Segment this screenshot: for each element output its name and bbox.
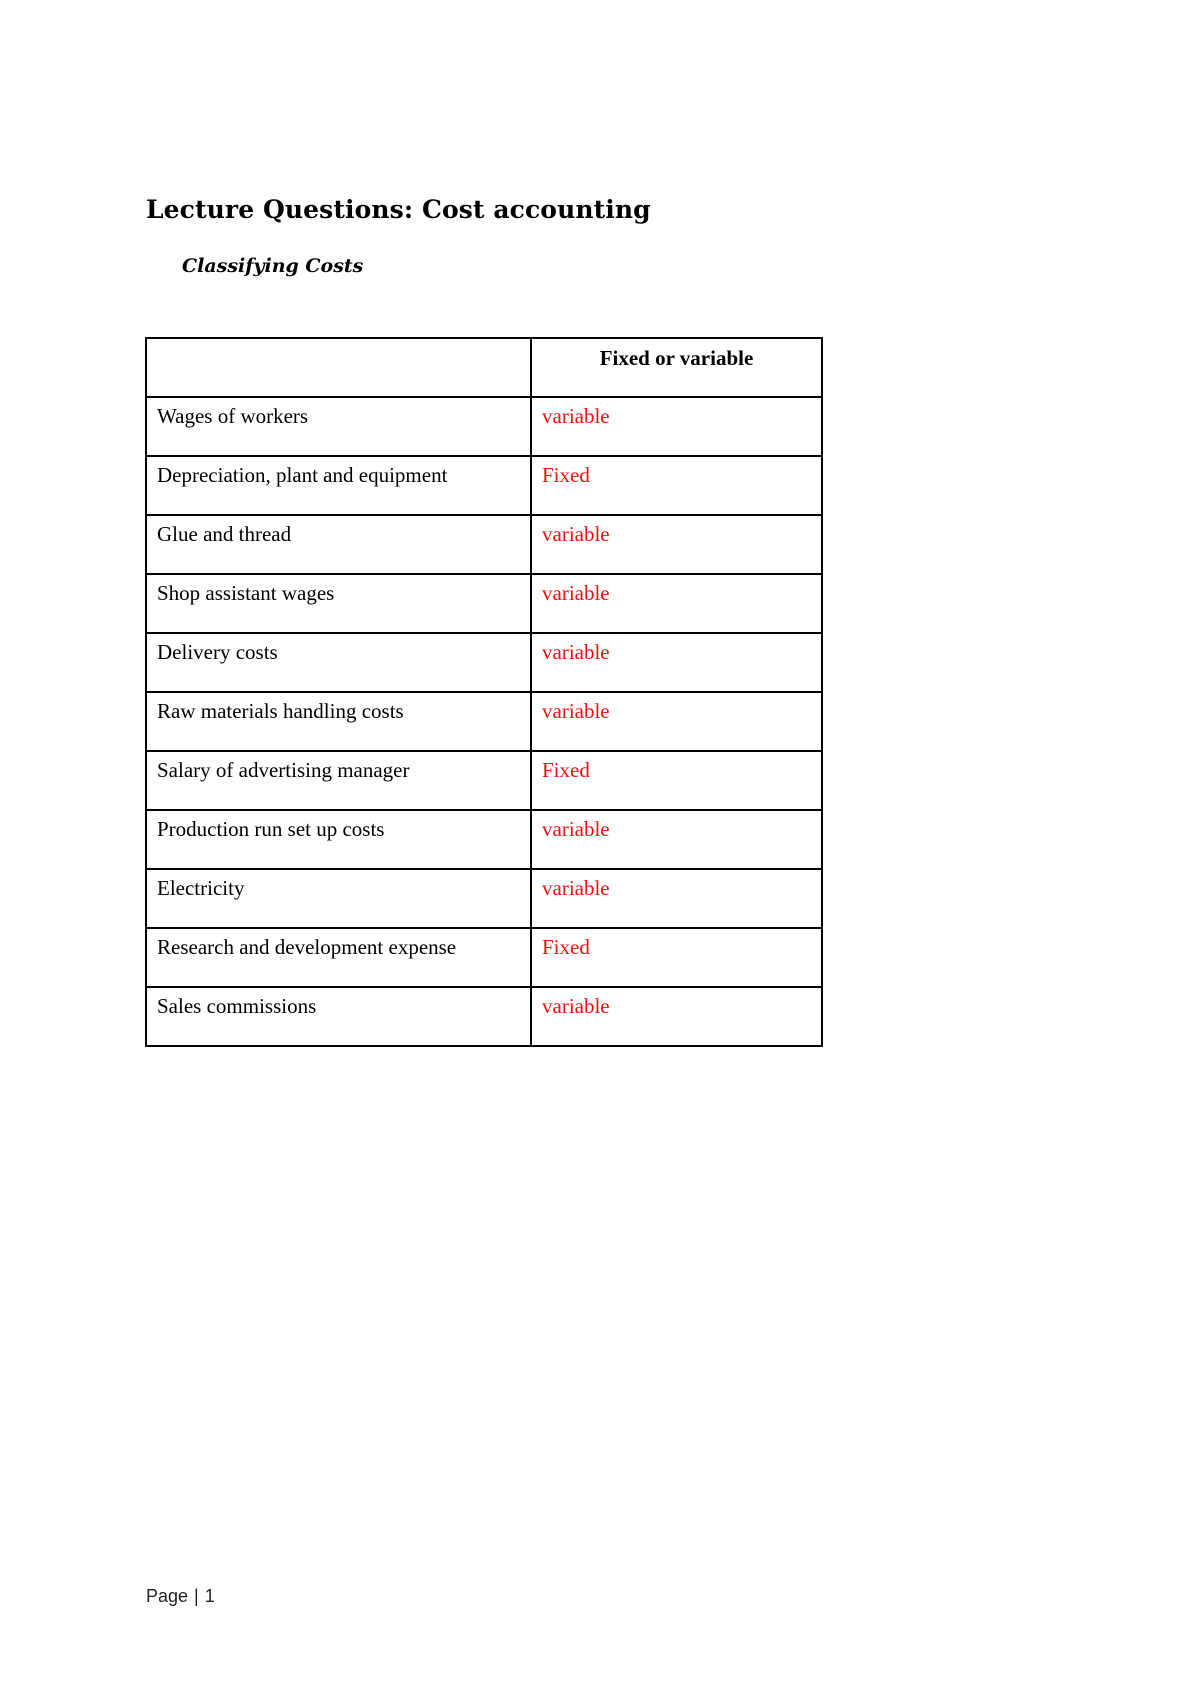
classification-cell: variable (531, 574, 822, 633)
table-header-row (146, 338, 822, 397)
classification-cell: Fixed (531, 456, 822, 515)
cost-item-cell: Wages of workers (146, 397, 531, 456)
classification-cell: variable (531, 987, 822, 1046)
table-row (146, 810, 822, 869)
cost-item-cell: Raw materials handling costs (146, 692, 531, 751)
cost-item-cell: Glue and thread (146, 515, 531, 574)
cost-item-cell: Depreciation, plant and equipment (146, 456, 531, 515)
cost-item-cell: Electricity (146, 869, 531, 928)
cost-item-cell: Research and development expense (146, 928, 531, 987)
classification-cell: variable (531, 397, 822, 456)
classification-cell: Fixed (531, 751, 822, 810)
document-title: Lecture Questions: Cost accounting (146, 195, 651, 224)
table-row (146, 574, 822, 633)
table-row (146, 928, 822, 987)
table-row (146, 397, 822, 456)
cost-classification-table (145, 337, 823, 1047)
page-separator: | (194, 1586, 199, 1606)
table-row (146, 751, 822, 810)
classification-cell: variable (531, 515, 822, 574)
cost-item-cell: Sales commissions (146, 987, 531, 1046)
cost-item-cell: Production run set up costs (146, 810, 531, 869)
table-row (146, 633, 822, 692)
cost-item-cell: Delivery costs (146, 633, 531, 692)
classification-cell: variable (531, 869, 822, 928)
page-label: Page (146, 1586, 189, 1606)
cost-item-cell: Salary of advertising manager (146, 751, 531, 810)
cost-item-cell: Shop assistant wages (146, 574, 531, 633)
classification-cell: variable (531, 692, 822, 751)
page-footer (146, 1584, 215, 1608)
classification-cell: variable (531, 810, 822, 869)
table-row (146, 869, 822, 928)
table-row (146, 987, 822, 1046)
section-subtitle: Classifying Costs (182, 255, 364, 277)
table-row (146, 515, 822, 574)
page-number: 1 (204, 1586, 215, 1606)
table-row (146, 456, 822, 515)
table-row (146, 692, 822, 751)
classification-cell: Fixed (531, 928, 822, 987)
classification-cell: variable (531, 633, 822, 692)
header-cell-item (146, 338, 531, 397)
header-cell-classification: Fixed or variable (531, 338, 822, 397)
